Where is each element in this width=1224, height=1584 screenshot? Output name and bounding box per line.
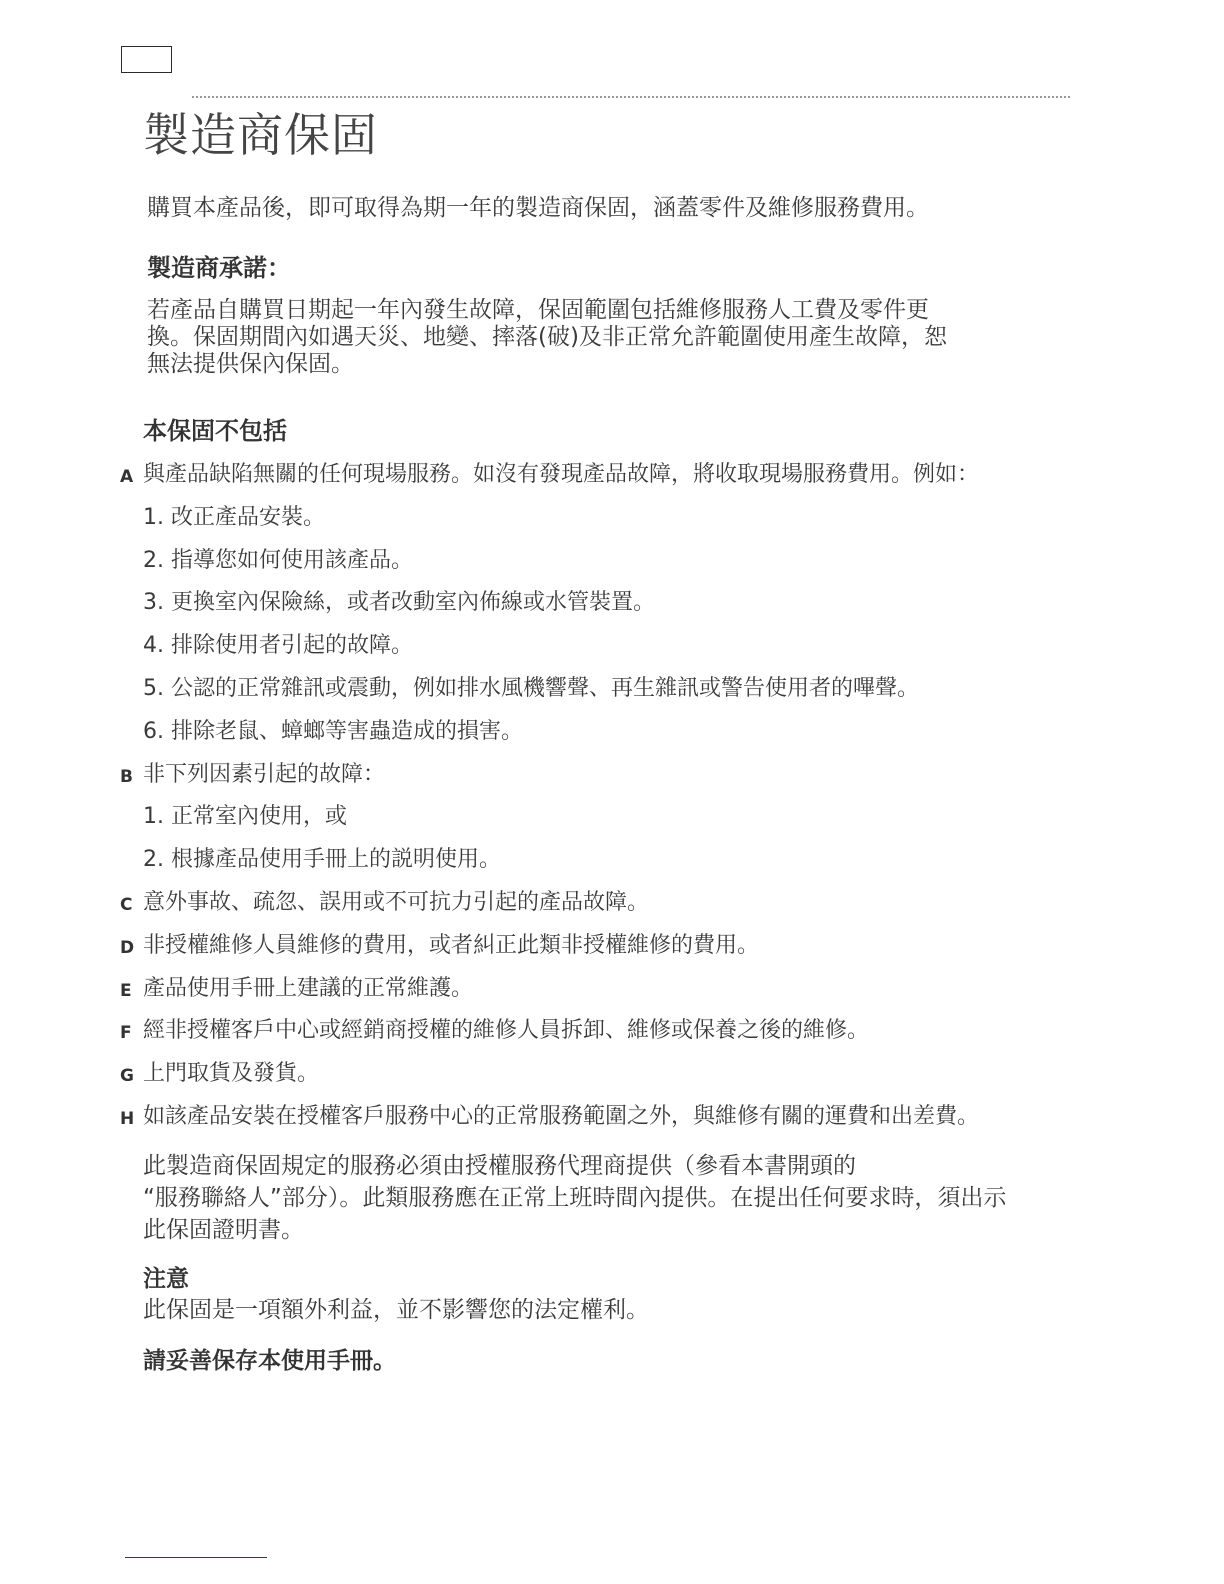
exclusion-item-c (120, 888, 650, 918)
exclusion-text: 6. 排除老鼠、蟑螂等害蟲造成的損害。 (143, 718, 523, 744)
exclusion-letter: F (120, 1023, 132, 1044)
exclusion-letter: G (120, 1066, 134, 1087)
exclusion-letter: D (120, 937, 135, 958)
exclusion-text: 如該產品安裝在授權客戶服務中心的正常服務範圍之外，與維修有關的運費和出差費。 (143, 1104, 980, 1129)
intro-paragraph: 購買本產品後，即可取得為期一年的製造商保固，涵蓋零件及維修服務費用。 (147, 195, 929, 221)
promise-line: 無法提供保內保固。 (147, 351, 354, 377)
exclusion-subitem (143, 546, 413, 576)
exclusion-text: 3. 更換室內保險絲，或者改動室內佈線或水管裝置。 (143, 590, 655, 616)
exclusion-text: 4. 排除使用者引起的故障。 (143, 633, 413, 659)
exclusion-text: 1. 改正產品安裝。 (143, 504, 325, 530)
exclusion-item-f (120, 1016, 870, 1046)
promise-paragraph (147, 297, 1037, 378)
exclusion-item-d (120, 931, 760, 961)
exclusion-letter: H (120, 1109, 135, 1129)
promise-line: 若產品自購買日期起一年內發生故障，保固範圍包括維修服務人工費及零件更 (147, 297, 929, 323)
promise-line: 換。保固期間內如遇天災、地變、摔落(破)及非正常允許範圍使用產生故障，恕 (147, 324, 947, 350)
exclusion-subitem (143, 802, 347, 832)
services-line: 此製造商保固規定的服務必須由授權服務代理商提供（參看本書開頭的 (143, 1153, 856, 1179)
promise-heading: 製造商承諾： (147, 254, 291, 282)
exclusions-heading: 本保固不包括 (143, 417, 287, 445)
exclusion-letter: C (120, 895, 133, 915)
exclusion-text: 經非授權客戶中心或經銷商授權的維修人員拆卸、維修或保養之後的維修。 (143, 1018, 870, 1044)
note-heading: 注意 (143, 1266, 189, 1292)
exclusion-subitem (143, 631, 413, 661)
exclusion-letter: E (120, 980, 132, 1001)
page-number-box (121, 46, 172, 73)
exclusion-text: 2. 根據產品使用手冊上的説明使用。 (143, 847, 501, 873)
note-text: 此保固是一項額外利益，並不影響您的法定權利。 (143, 1297, 649, 1323)
exclusion-text: 上門取貨及發貨。 (143, 1061, 320, 1087)
header-dotted-divider (192, 96, 1070, 98)
exclusion-text: 與產品缺陷無關的任何現場服務。如沒有發現產品故障，將收取現場服務費用。例如： (143, 462, 980, 487)
services-paragraph (143, 1150, 1093, 1246)
keep-manual-notice: 請妥善保存本使用手冊。 (143, 1348, 396, 1374)
exclusion-item-h (120, 1102, 980, 1132)
services-line: 此保固證明書。 (143, 1217, 304, 1243)
services-line: “服務聯絡人”部分）。此類服務應在正常上班時間內提供。在提出任何要求時，須出示 (143, 1185, 1007, 1211)
exclusion-text: 非授權維修人員維修的費用，或者糾正此類非授權維修的費用。 (143, 932, 760, 958)
exclusion-subitem (143, 674, 919, 704)
exclusion-letter: B (120, 766, 133, 787)
page-title: 製造商保固 (143, 108, 378, 162)
exclusion-text: 2. 指導您如何使用該產品。 (143, 547, 413, 573)
exclusion-text: 1. 正常室內使用，或 (143, 804, 347, 830)
exclusion-subitem (143, 588, 655, 618)
exclusion-subitem (143, 845, 501, 875)
exclusion-item-e (120, 974, 474, 1004)
exclusion-item-b (120, 760, 386, 790)
footer-rule (125, 1557, 267, 1558)
exclusion-letter: A (120, 467, 134, 487)
exclusion-item-a (120, 460, 980, 490)
exclusion-item-g (120, 1059, 320, 1089)
exclusion-subitem (143, 503, 325, 533)
exclusion-text: 產品使用手冊上建議的正常維護。 (143, 975, 474, 1001)
exclusion-subitem (143, 717, 523, 747)
exclusion-text: 非下列因素引起的故障： (143, 761, 386, 787)
exclusion-text: 意外事故、疏忽、誤用或不可抗力引起的產品故障。 (143, 890, 650, 915)
exclusion-text: 5. 公認的正常雜訊或震動，例如排水風機響聲、再生雜訊或警告使用者的嗶聲。 (143, 676, 919, 701)
